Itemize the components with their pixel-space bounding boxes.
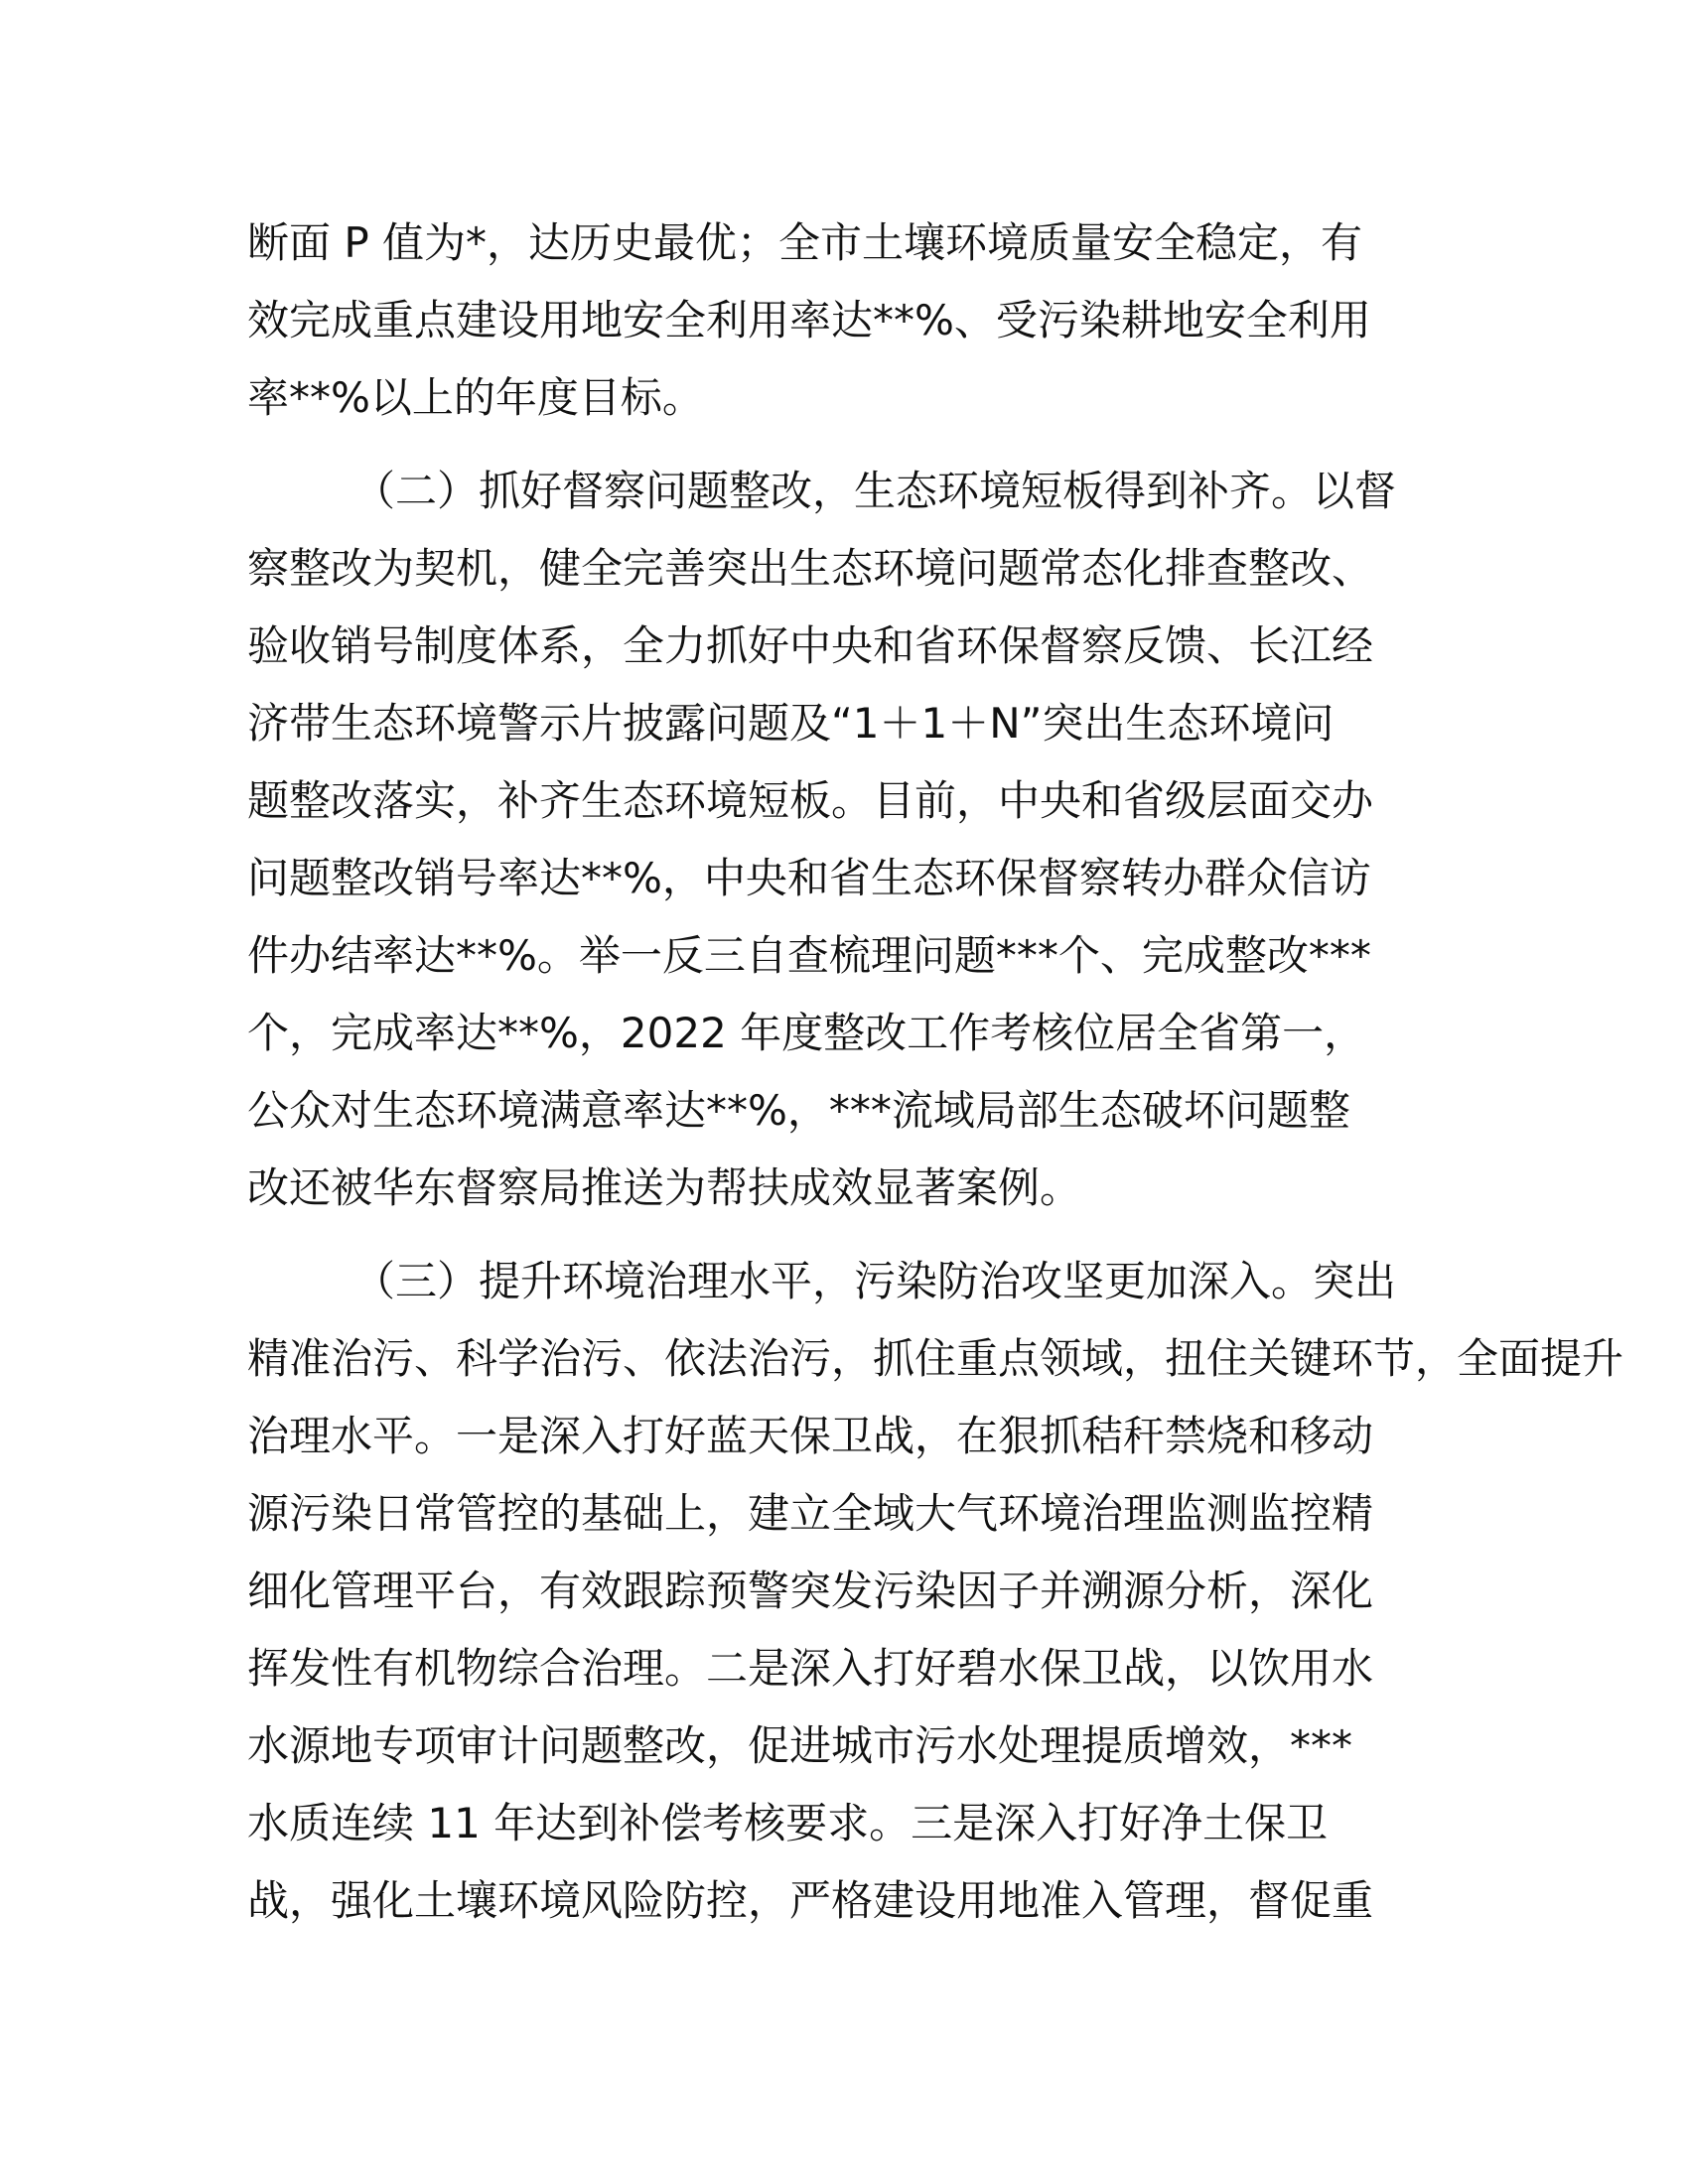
paragraph-3-line-3: 治理水平。一是深入打好蓝天保卫战，在狠抓秸秆禁烧和移动 [247,1412,1374,1460]
paragraph-3-line-4: 源污染日常管控的基础上，建立全域大气环境治理监测监控精 [247,1489,1374,1538]
paragraph-3-line-9: 战，强化土壤环境风险防控，严格建设用地准入管理，督促重 [247,1876,1374,1925]
paragraph-2-line-3: 验收销号制度体系，全力抓好中央和省环保督察反馈、长江经 [247,621,1374,670]
paragraph-2-line-6: 问题整改销号率达**%，中央和省生态环保督察转办群众信访 [247,854,1371,902]
paragraph-3-line-2: 精准治污、科学治污、依法治污，抓住重点领域，扭住关键环节，全面提升 [247,1334,1624,1383]
paragraph-1-line-1: 断面 P 值为*，达历史最优；全市土壤环境质量安全稳定，有 [247,218,1363,267]
paragraph-2-line-5: 题整改落实，补齐生态环境短板。目前，中央和省级层面交办 [247,776,1374,825]
paragraph-2-line-8: 个，完成率达**%，2022 年度整改工作考核位居全省第一， [247,1009,1366,1057]
paragraph-2-line-7: 件办结率达**%。举一反三自查梳理问题***个、完成整改*** [247,931,1371,980]
paragraph-3-line-1: （三）提升环境治理水平，污染防治攻坚更加深入。突出 [353,1257,1397,1305]
paragraph-3-line-5: 细化管理平台，有效跟踪预警突发污染因子并溯源分析，深化 [247,1567,1374,1615]
paragraph-3-line-7: 水源地专项审计问题整改，促进城市污水处理提质增效，*** [247,1721,1353,1770]
paragraph-2-line-1: （二）抓好督察问题整改，生态环境短板得到补齐。以督 [353,467,1397,515]
paragraph-2-line-4: 济带生态环境警示片披露问题及“1＋1＋N”突出生态环境问 [247,699,1335,748]
paragraph-1-line-2: 效完成重点建设用地安全利用率达**%、受污染耕地安全利用 [247,296,1371,344]
paragraph-3-line-8: 水质连续 11 年达到补偿考核要求。三是深入打好净土保卫 [247,1799,1329,1847]
paragraph-3-line-6: 挥发性有机物综合治理。二是深入打好碧水保卫战，以饮用水 [247,1644,1374,1693]
paragraph-2-line-10: 改还被华东督察局推送为帮扶成效显著案例。 [247,1163,1082,1212]
paragraph-2-line-9: 公众对生态环境满意率达**%，***流域局部生态破坏问题整 [247,1086,1350,1135]
paragraph-2-line-2: 察整改为契机，健全完善突出生态环境问题常态化排查整改、 [247,544,1374,593]
paragraph-1-line-3: 率**%以上的年度目标。 [247,373,704,422]
